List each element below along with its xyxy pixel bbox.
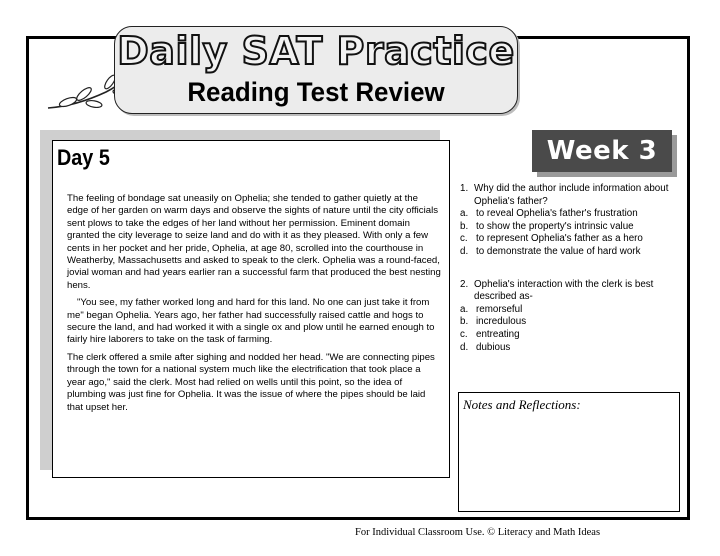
option-text: incredulous	[476, 316, 527, 328]
answer-option[interactable]	[460, 208, 690, 221]
week-label: Week 3	[546, 136, 658, 166]
header-banner	[114, 26, 518, 114]
passage-paragraph: The clerk offered a smile after sighing and nodded her head. "We are connecting pipes through the town for a national system much like the electrification that took place a year ago," said the clerk. Most had relied on wells until this point, so the idea of plumbing was just fine for Ophelia. It was the issue of where the pipes should be laid that upset her.	[67, 351, 435, 413]
option-letter: b.	[460, 316, 469, 328]
answer-option[interactable]	[460, 342, 690, 355]
answer-option[interactable]	[460, 233, 690, 246]
question-stem: Why did the author include information about Ophelia's father?	[474, 183, 669, 207]
question-stem: Ophelia's interaction with the clerk is best described as-	[474, 278, 654, 303]
reading-passage-box	[52, 140, 450, 478]
option-text: to reveal Ophelia's father's frustration	[476, 208, 638, 220]
passage-paragraph: The feeling of bondage sat uneasily on Ophelia; she tended to gather quietly at the edge of her garden on warm days and observe the sights of nature until the city officials sent plows to take the edges of her land without her permission. Eminent domain granted the city leverage to seize land and do with it as they pleased. With only a few cents in her pocket and her pride, Ophelia, at age 80, scrolled into the courthouse in Weatherby, Massachusetts and asked to speak to the clerk. Ophelia was a round-faced, jovial woman and had years earlier ran a successful farm that produced the best nesting hens.	[67, 193, 441, 291]
option-text: entreating	[476, 328, 520, 340]
day-label: Day 5	[57, 145, 110, 170]
option-letter: a.	[460, 303, 469, 315]
questions-panel	[460, 183, 690, 374]
answer-option[interactable]	[460, 221, 690, 234]
page-title: Daily SAT Practice	[117, 29, 515, 73]
notes-label: Notes and Reflections:	[463, 397, 581, 412]
footer-copyright: For Individual Classroom Use. © Literacy and Math Ideas	[355, 527, 601, 538]
page-subtitle: Reading Test Review	[187, 77, 445, 107]
option-letter: a.	[460, 208, 469, 220]
option-letter: d.	[460, 245, 469, 257]
option-text: to demonstrate the value of hard work	[476, 245, 641, 257]
option-text: remorseful	[476, 303, 523, 315]
question-1	[460, 183, 690, 259]
answer-option[interactable]	[460, 246, 690, 259]
question-2	[460, 279, 690, 355]
passage-paragraph: "You see, my father worked long and hard for this land. No one can just take it from me" began Ophelia. Years ago, her father had successfully raised cattle and hogs to secure the land, and had worked it with a single ox and plow until he earned enough to fairly hire laborers to take on the task of farming.	[67, 297, 435, 346]
option-text: dubious	[476, 341, 511, 353]
option-letter: c.	[460, 328, 468, 340]
question-number: 2.	[460, 278, 469, 290]
option-letter: b.	[460, 220, 469, 232]
notes-box[interactable]	[458, 392, 680, 512]
option-text: to represent Ophelia's father as a hero	[476, 233, 643, 245]
answer-option[interactable]	[460, 329, 690, 342]
answer-option[interactable]	[460, 304, 690, 317]
question-number: 1.	[460, 183, 469, 194]
passage-text	[67, 193, 441, 419]
option-letter: c.	[460, 233, 468, 245]
option-letter: d.	[460, 341, 469, 353]
option-text: to show the property's intrinsic value	[476, 220, 634, 232]
week-badge	[532, 130, 672, 172]
answer-option[interactable]	[460, 316, 690, 329]
